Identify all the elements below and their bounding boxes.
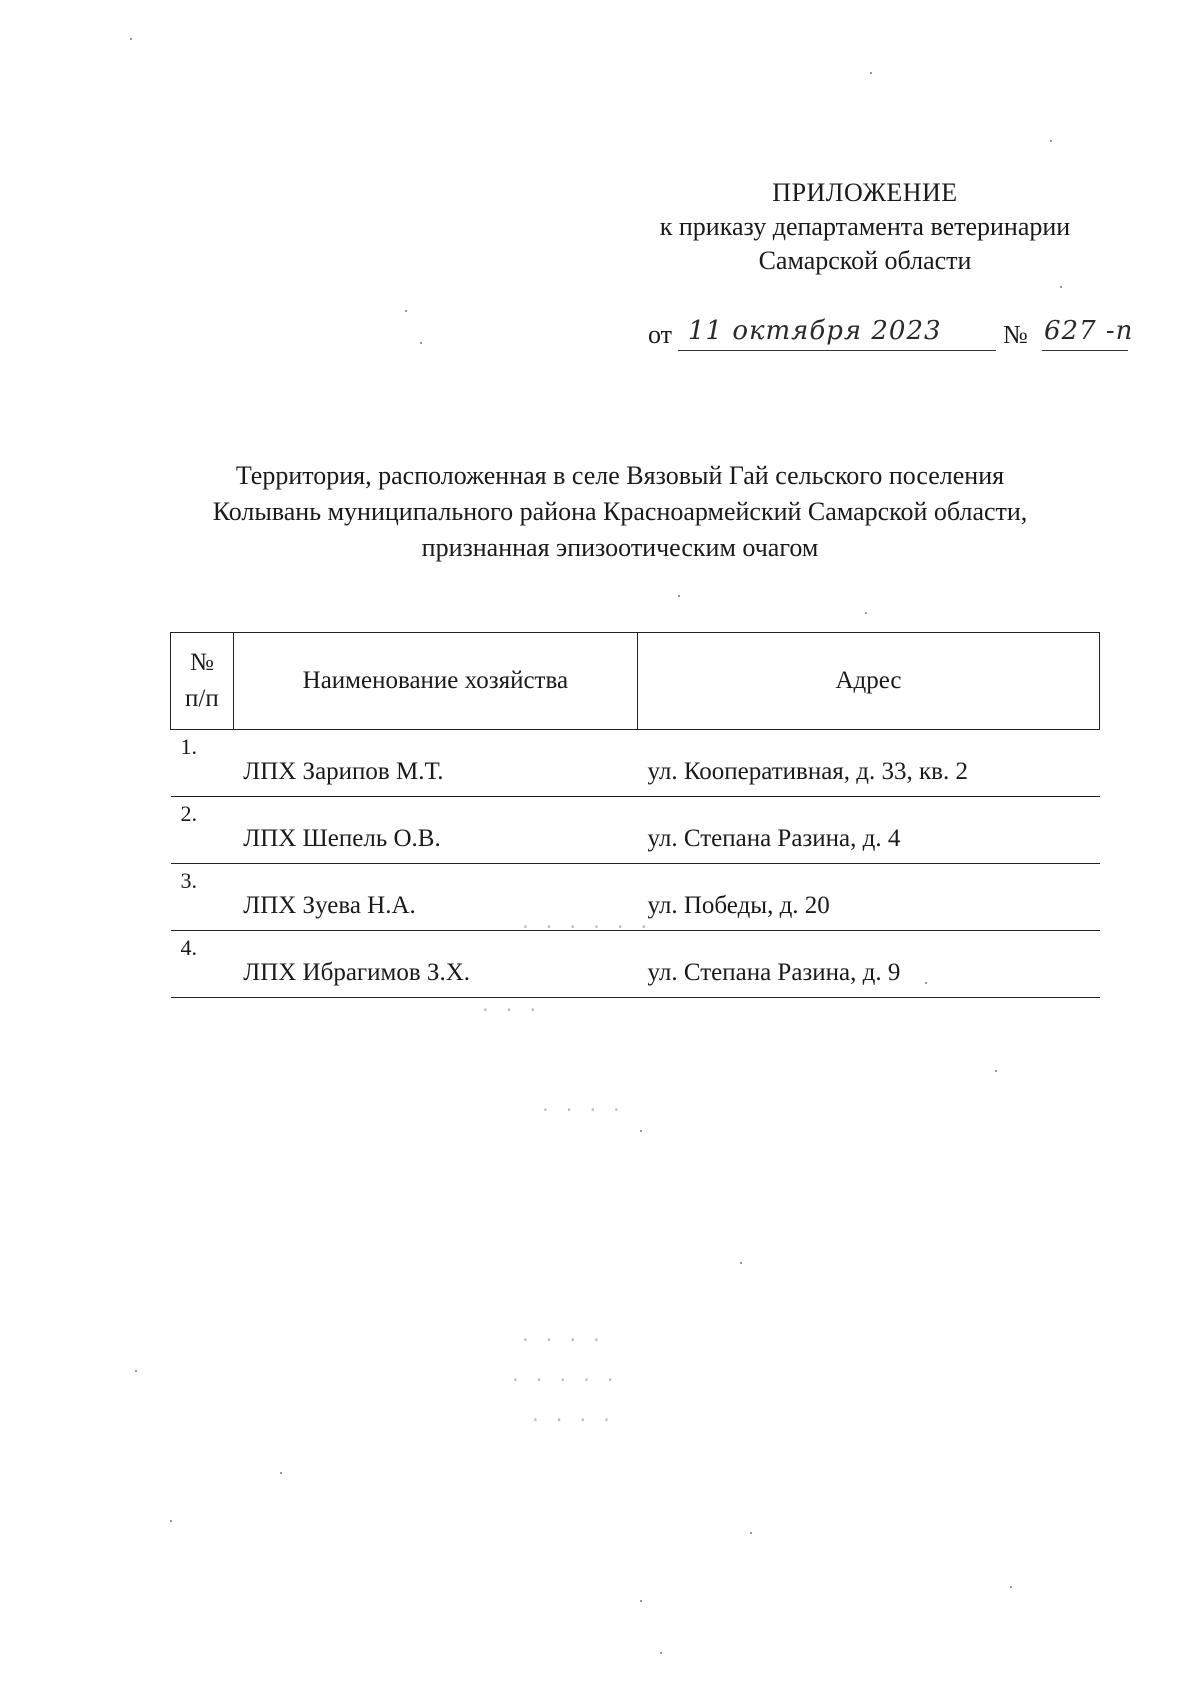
header-address: Адрес <box>637 633 1099 730</box>
row-num: 4. <box>171 931 234 998</box>
row-farm-name: ЛПХ Зуева Н.А. <box>233 864 637 931</box>
speck <box>865 612 867 614</box>
row-address: ул. Кооперативная, д. 33, кв. 2 <box>637 730 1099 797</box>
table-row <box>171 931 1100 998</box>
speck <box>640 1600 642 1602</box>
row-farm-name: ЛПХ Ибрагимов З.Х. <box>233 931 637 998</box>
ghost-mark: · · · <box>480 1000 540 1021</box>
speck <box>660 1652 662 1654</box>
ghost-mark: · · · · · <box>510 1370 617 1391</box>
order-number-handwritten: 627 -п <box>1044 316 1134 346</box>
speck <box>1010 1586 1012 1588</box>
table-row <box>171 730 1100 797</box>
appendix-header <box>590 176 1140 278</box>
table-row <box>171 797 1100 864</box>
document-title-line-2: Колывань муниципального района Красноармейский Самарской области, <box>212 497 1028 526</box>
order-date-handwritten: 11 октября 2023 <box>688 316 942 346</box>
document-title-line-3: признанная эпизоотическим очагом <box>421 533 819 562</box>
speck <box>640 1130 642 1132</box>
header-name: Наименование хозяйства <box>233 633 637 730</box>
ghost-mark: · · · · <box>520 1330 603 1351</box>
document-title-line-1: Территория, расположенная в селе Вязовый Гай сельского поселения <box>235 461 1005 490</box>
row-num: 3. <box>171 864 234 931</box>
speck <box>995 1070 997 1072</box>
ghost-mark: · · · · <box>540 1100 623 1121</box>
appendix-line-1: к приказу департамента ветеринарии <box>659 212 1071 241</box>
speck <box>870 72 872 74</box>
order-from-label: от <box>648 320 673 349</box>
order-number-label: № <box>1003 320 1028 349</box>
speck <box>750 1532 752 1534</box>
speck <box>420 342 422 344</box>
appendix-line-2: Самарской области <box>758 246 972 275</box>
row-address: ул. Победы, д. 20 <box>637 864 1099 931</box>
header-num <box>171 633 234 730</box>
farms-table <box>170 632 1100 998</box>
speck <box>170 1520 172 1522</box>
row-farm-name: ЛПХ Шепель О.В. <box>233 797 637 864</box>
row-farm-name: ЛПХ Зарипов М.Т. <box>233 730 637 797</box>
header-num-line-2: п/п <box>185 685 219 712</box>
number-underline <box>1042 350 1128 351</box>
row-num: 2. <box>171 797 234 864</box>
appendix-title: ПРИЛОЖЕНИЕ <box>772 178 958 207</box>
ghost-mark: · · · · · · <box>520 917 651 938</box>
row-address: ул. Степана Разина, д. 4 <box>637 797 1099 864</box>
speck <box>405 310 407 312</box>
speck <box>1050 140 1052 142</box>
ghost-mark: · · · · <box>530 1410 613 1431</box>
farms-table-wrapper <box>170 632 1100 998</box>
speck <box>280 1472 282 1474</box>
speck <box>740 1262 742 1264</box>
speck <box>925 982 927 984</box>
row-address: ул. Степана Разина, д. 9 <box>637 931 1099 998</box>
speck <box>678 595 680 597</box>
header-num-line-1: № <box>189 649 214 676</box>
speck <box>130 38 132 40</box>
row-num: 1. <box>171 730 234 797</box>
table-header-row <box>171 633 1100 730</box>
date-underline <box>678 350 996 351</box>
document-title <box>170 458 1070 566</box>
speck <box>135 1370 137 1372</box>
speck <box>1060 286 1062 288</box>
